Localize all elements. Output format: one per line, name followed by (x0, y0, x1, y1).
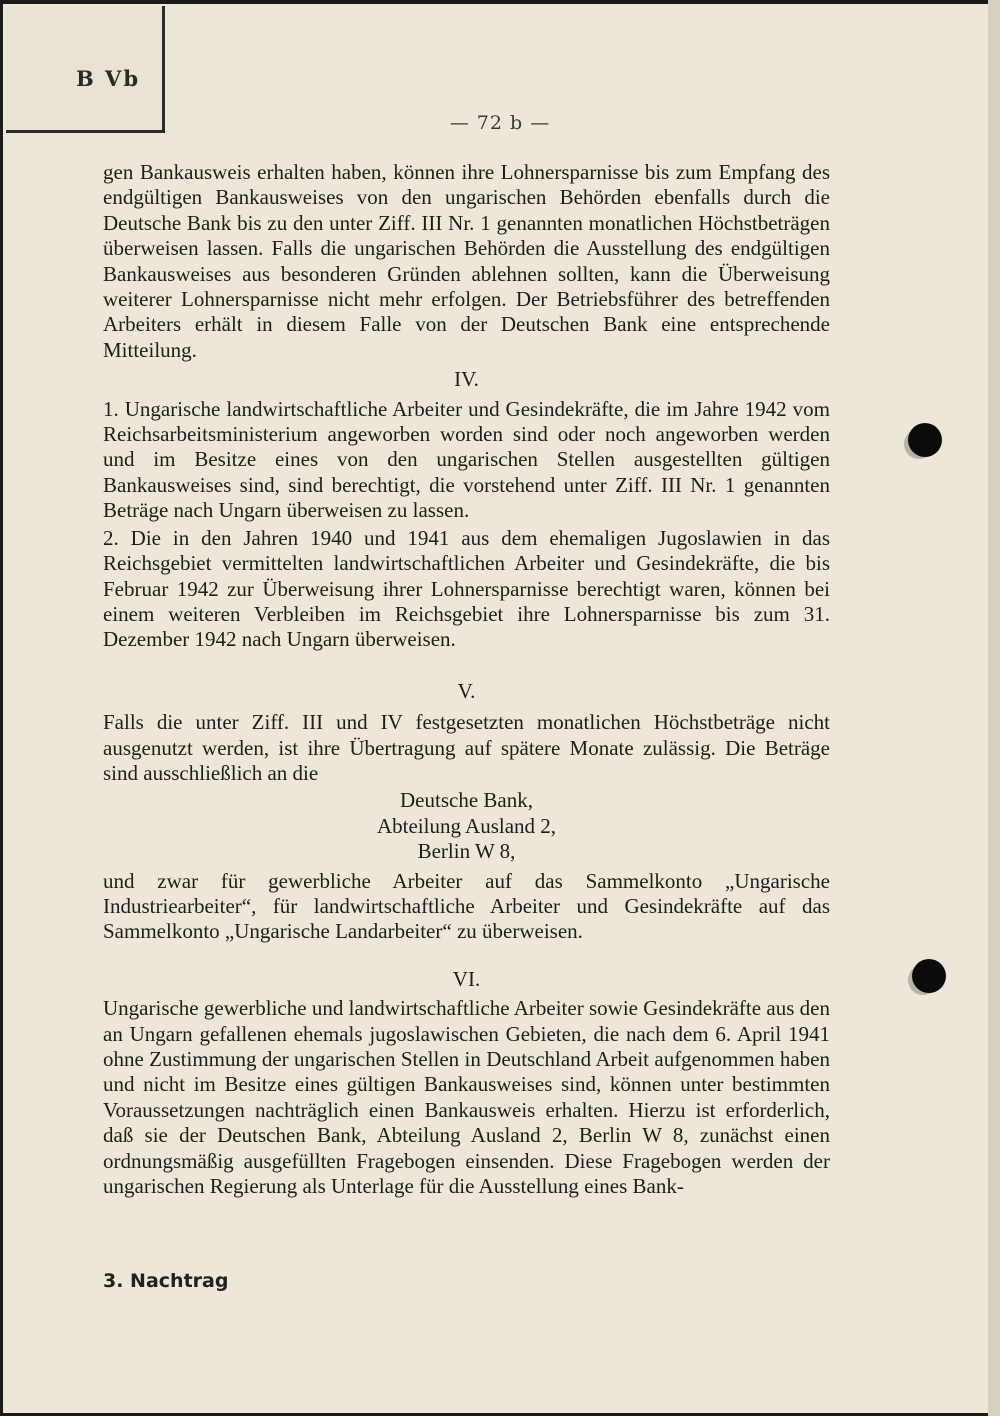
punch-hole-upper (908, 423, 942, 457)
paragraph-v-2: und zwar für gewerbliche Arbeiter auf das Sammelkonto „Ungarische Industriearbeiter“, für landwirtschaftliche Arbeiter und Gesindekräfte auf das Sammelkonto „Ungarische Landarbeiter“ zu überweisen. (103, 868, 830, 944)
body-text (103, 160, 830, 1199)
section-heading-vi: VI. (452, 966, 481, 991)
address-line-1: Deutsche Bank, (400, 788, 533, 813)
section-heading-v: V. (457, 678, 476, 703)
paragraph-iv-2: 2. Die in den Jahren 1940 und 1941 aus dem ehemaligen Jugoslawien in das Reichsgebiet vermittelten landwirtschaftlichen Arbeiter und Gesindekräfte, die bis Februar 1942 zur Überweisung ihrer Lohnersparnisse berechtigt waren, können bei einem weiteren Verbleiben im Reichsgebiet ihre Lohnersparnisse bis zum 31. Dezember 1942 nach Ungarn überweisen. (103, 525, 830, 652)
paragraph-v: Falls die unter Ziff. III und IV festgesetzten monatlichen Höchstbeträge nicht ausgenutzt werden, ist ihre Übertragung auf spätere Monate zulässig. Die Beträge sind ausschließlich an die (103, 710, 830, 785)
section-heading-iv: IV. (454, 367, 479, 392)
paragraph-intro: gen Bankausweis erhalten haben, können ihre Lohnersparnisse bis zum Empfang des endgültigen Bankausweises von den ungarischen Behörden ebenfalls durch die Deutsche Bank bis zu den unter Ziff. III Nr. 1 genannten monatlichen Höchstbeträgen überweisen lassen. Falls die ungarischen Behörden die Ausstellung des endgültigen Bankausweises aus besonderen Gründen ablehnen sollten, kann die Überweisung weiterer Lohnersparnisse nicht mehr erfolgen. Der Betriebsführer des betreffenden Arbeiters erhält in diesem Falle von der Deutschen Bank eine entsprechende Mitteilung. (103, 160, 830, 362)
punch-hole-lower (912, 959, 946, 993)
address-line-2: Abteilung Ausland 2, (376, 813, 557, 838)
paragraph-vi: Ungarische gewerbliche und landwirtschaftliche Arbeiter sowie Gesindekräfte aus den an Ungarn gefallenen ehemals jugoslawischen Gebieten, die nach dem 6. April 1941 ohne Zustimmung der ungarischen Stellen in Deutschland Arbeit aufgenommen haben und nicht im Besitze eines gültigen Bankausweises sind, können unter bestimmten Voraussetzungen nachträglich einen Bankausweis erhalten. Hierzu ist erforderlich, daß sie der Deutschen Bank, Abteilung Ausland 2, Berlin W 8, zunächst einen ordnungsmäßig ausgefüllten Fragebogen einsenden. Diese Fragebogen werden der ungarischen Regierung als Unterlage für die Ausstellung eines Bank- (103, 996, 830, 1199)
page-number: — 72 b — (449, 112, 551, 134)
section-tab-label: B Vb (76, 66, 141, 91)
scan-right-edge (988, 0, 1000, 1416)
bank-address (103, 788, 830, 864)
paragraph-iv-1: 1. Ungarische landwirtschaftliche Arbeiter und Gesindekräfte, die im Jahre 1942 vom Reichsarbeitsministerium angeworben worden sind oder noch angeworben werden und im Besitze eines von den ungarischen Stellen ausgestellten gültigen Bankausweises sind, sind berechtigt, die vorstehend unter Ziff. III Nr. 1 genannten Beträge nach Ungarn überweisen zu lassen. (103, 396, 830, 523)
scan-top-edge (0, 0, 1000, 4)
address-line-3: Berlin W 8, (417, 839, 516, 864)
supplement-label: 3. Nachtrag (103, 1270, 229, 1292)
